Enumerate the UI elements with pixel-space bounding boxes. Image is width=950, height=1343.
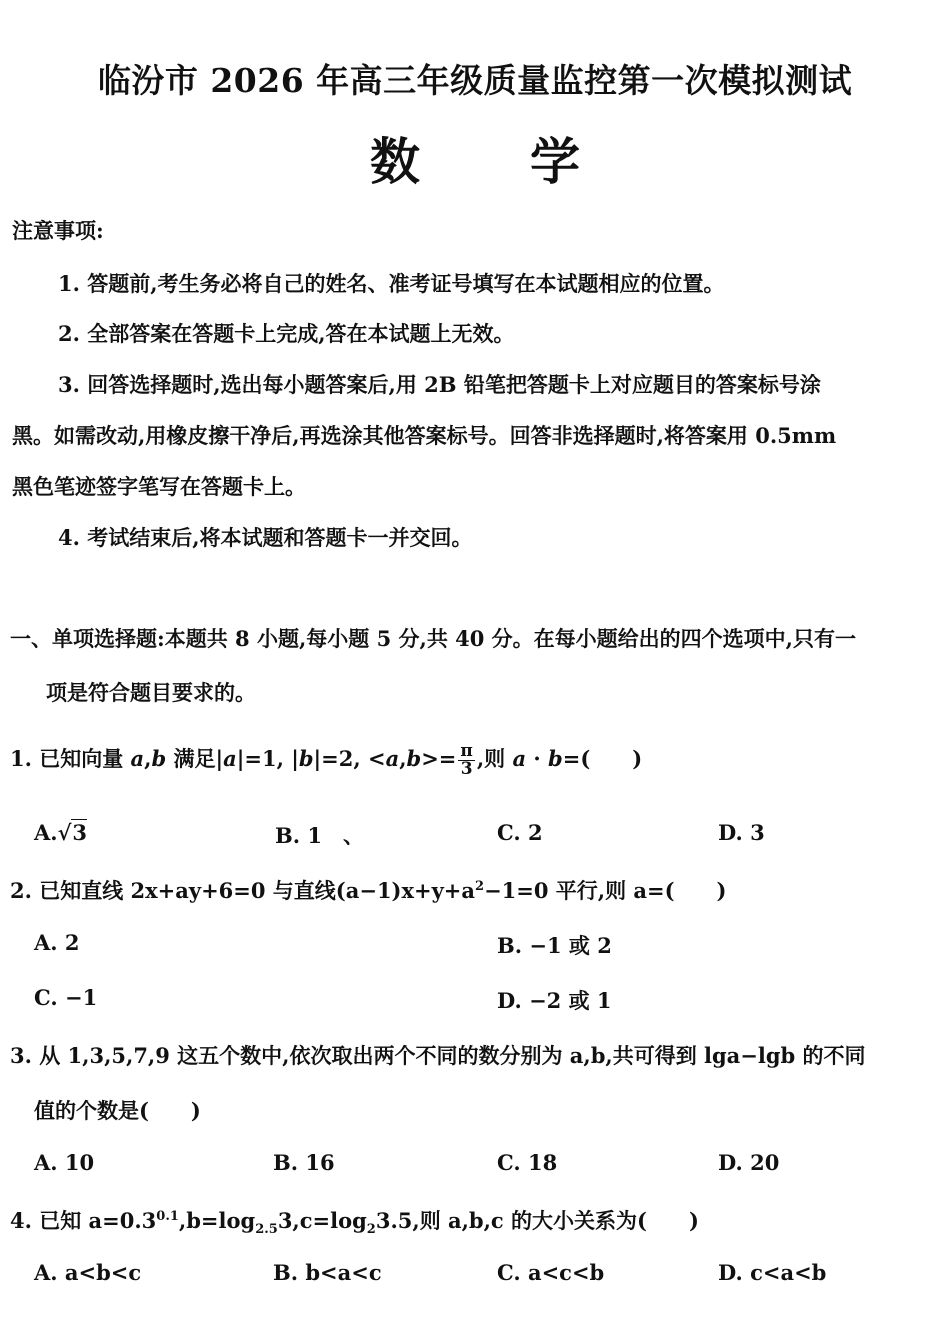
q2-option-c: C. −1 bbox=[34, 985, 98, 1010]
q1-option-a: A.√3 bbox=[34, 820, 88, 845]
subject-char-1: 数 bbox=[370, 132, 420, 191]
q2-option-a: A. 2 bbox=[34, 930, 80, 955]
q1-option-d: D. 3 bbox=[718, 820, 765, 845]
fraction-pi-over-3: $\frac{\pi}{3}$ bbox=[460, 741, 473, 779]
q3-option-d: D. 20 bbox=[718, 1150, 780, 1175]
notice-item-3: 3. 回答选择题时,选出每小题答案后,用 2B 铅笔把答题卡上对应题目的答案标号涂 bbox=[58, 372, 821, 397]
q3-option-c: C. 18 bbox=[497, 1150, 558, 1175]
notice-item-3-cont: 黑。如需改动,用橡皮擦干净后,再选涂其他答案标号。回答非选择题时,将答案用 0.5mm bbox=[12, 423, 837, 448]
q4-option-b: B. b<a<c bbox=[273, 1260, 382, 1285]
question-2: 2. 已知直线 2x+ay+6=0 与直线$(a-1)x+y+a^2-1=0$ 平行,则 a=( ) bbox=[10, 878, 727, 903]
subject-title bbox=[0, 122, 950, 194]
q2-option-d: D. −2 或 1 bbox=[497, 988, 612, 1013]
q3-option-a: A. 10 bbox=[34, 1150, 95, 1175]
notice-heading: 注意事项: bbox=[12, 218, 104, 243]
question-3: 3. 从 1,3,5,7,9 这五个数中,依次取出两个不同的数分别为 a,b,共可得到 lga−lgb 的不同 bbox=[10, 1043, 866, 1068]
q4-option-c: C. a<c<b bbox=[497, 1260, 605, 1285]
section-heading-cont: 项是符合题目要求的。 bbox=[46, 680, 256, 705]
q2-option-b: B. −1 或 2 bbox=[497, 933, 612, 958]
q1-option-c: C. 2 bbox=[497, 820, 543, 845]
q4-option-d: D. c<a<b bbox=[718, 1260, 827, 1285]
sqrt-icon: √ bbox=[57, 820, 72, 845]
notice-item-4: 4. 考试结束后,将本试题和答题卡一并交回。 bbox=[58, 525, 473, 550]
q3-option-b: B. 16 bbox=[273, 1150, 335, 1175]
notice-item-3-cont2: 黑色笔迹签字笔写在答题卡上。 bbox=[12, 474, 306, 499]
question-3-cont: 值的个数是( ) bbox=[34, 1098, 201, 1123]
page-title: 临汾市 2026 年高三年级质量监控第一次模拟测试 bbox=[97, 61, 853, 100]
notice-item-1: 1. 答题前,考生务必将自己的姓名、准考证号填写在本试题相应的位置。 bbox=[58, 271, 725, 296]
q4-option-a: A. a<b<c bbox=[34, 1260, 142, 1285]
q1-option-b: B. 1 、 bbox=[275, 823, 364, 848]
question-4: 4. 已知 $a=0.3^{0.1},b=\log_{2.5}3,c=\log_23.5$,则 a,b,c 的大小关系为( ) bbox=[10, 1208, 699, 1238]
question-1: 1. 已知向量 a,b 满足|a|=1, |b|=2, <a,b>= $\frac{\pi}{3}$ ,则 a · b=( ) bbox=[10, 741, 643, 779]
section-heading: 一、单项选择题:本题共 8 小题,每小题 5 分,共 40 分。在每小题给出的四个选项中,只有一 bbox=[10, 626, 856, 651]
subject-char-2: 学 bbox=[530, 132, 580, 191]
notice-item-2: 2. 全部答案在答题卡上完成,答在本试题上无效。 bbox=[58, 321, 515, 346]
